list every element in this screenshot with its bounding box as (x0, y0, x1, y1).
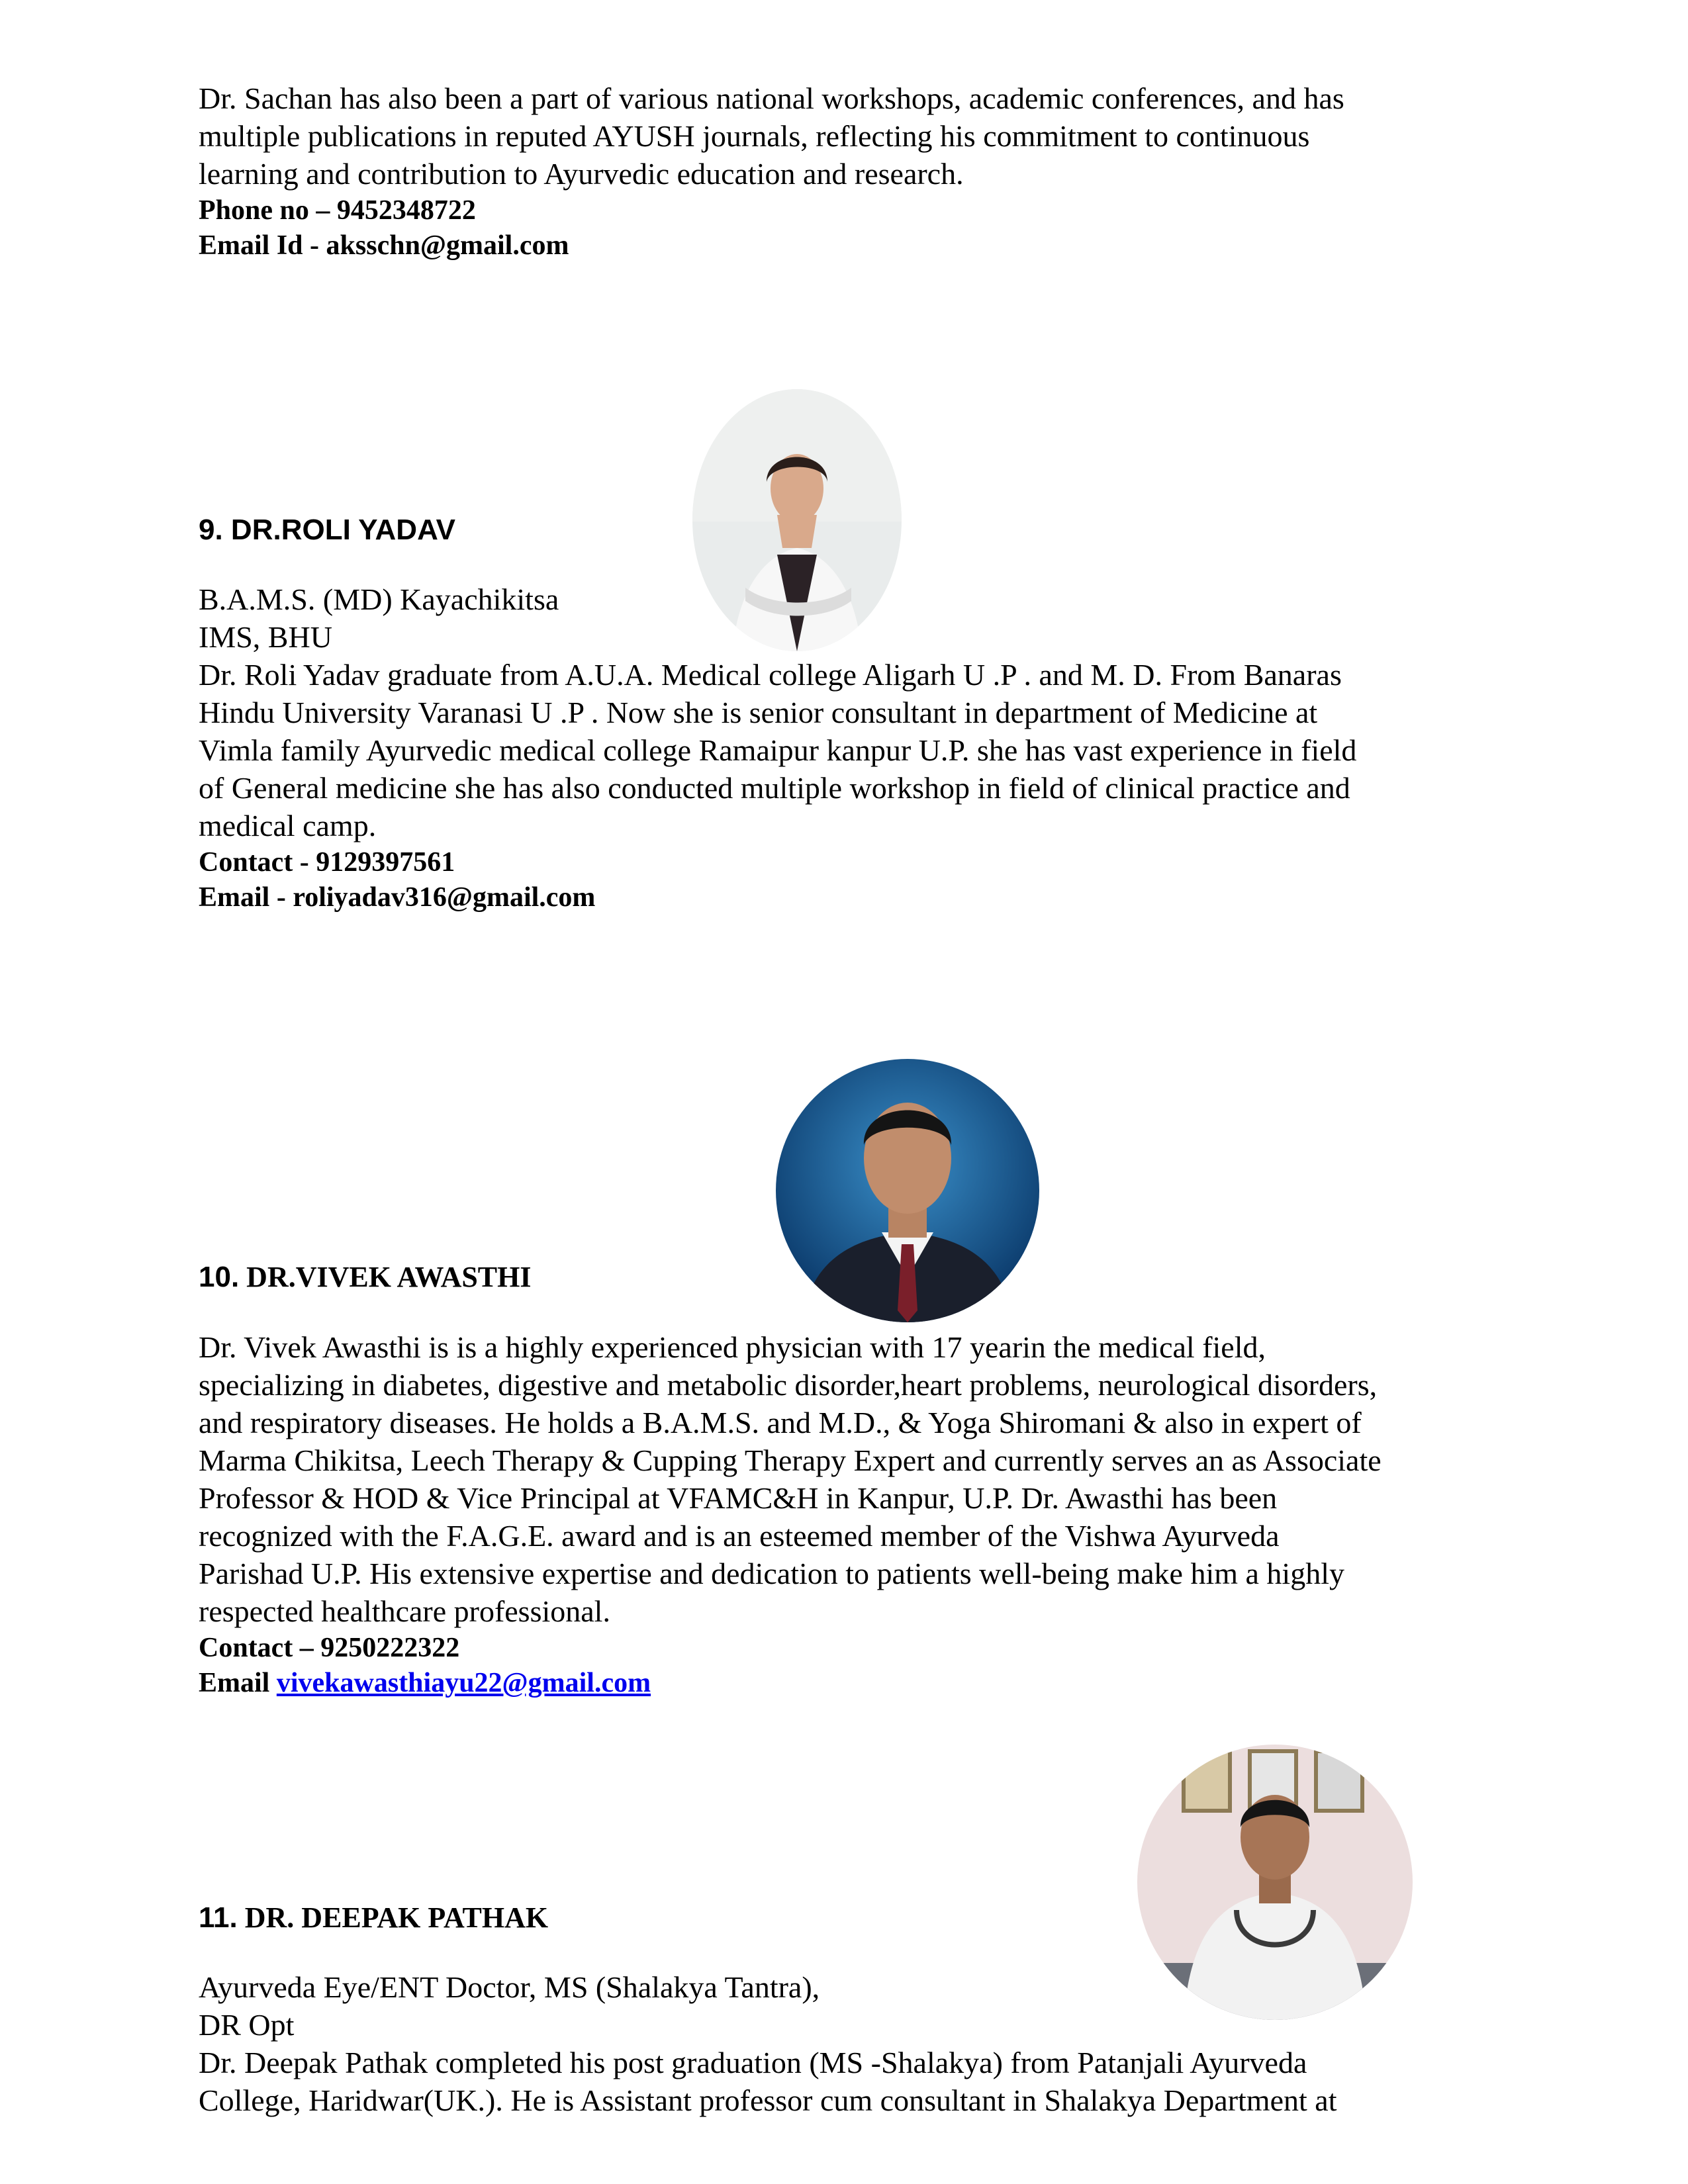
doctor-11-bio-2: College, Haridwar(UK.). He is Assistant professor cum consultant in Shalakya Department at (199, 2083, 1337, 2117)
doctor-10-email-link[interactable]: vivekawasthiayu22@gmail.com (276, 1668, 651, 1698)
doctor-10-contact: Contact – 9250222322 (199, 1633, 460, 1663)
doctor-10-bio-3: and respiratory diseases. He holds a B.A.M.S. and M.D., & Yoga Shiromani & also in expert of (199, 1406, 1362, 1439)
doctor-9-qualification: B.A.M.S. (MD) Kayachikitsa (199, 582, 559, 616)
doctor-10-email-label: Email (199, 1668, 277, 1698)
doctor-10-heading (199, 1260, 532, 1294)
doctor-9-institute: IMS, BHU (199, 620, 332, 654)
doctor-10-bio-8: respected healthcare professional. (199, 1594, 610, 1628)
doctor-11-name: DR. DEEPAK PATHAK (237, 1901, 549, 1934)
intro-line-3: learning and contribution to Ayurvedic education and research. (199, 157, 964, 191)
doctor-9-contact: Contact - 9129397561 (199, 847, 455, 878)
doctor-11-qualification-2: DR Opt (199, 2008, 295, 2042)
intro-line-2: multiple publications in reputed AYUSH journals, reflecting his commitment to continuous (199, 119, 1310, 153)
doctor-9-heading: 9. DR.ROLI YADAV (199, 514, 455, 546)
doctor-9-bio-2: Hindu University Varanasi U .P . Now she is senior consultant in department of Medicine at (199, 696, 1318, 729)
doctor-9-email: Email - roliyadav316@gmail.com (199, 882, 596, 913)
doctor-11-number: 11. (199, 1901, 238, 1934)
doctor-10-number: 10. (199, 1261, 240, 1293)
doctor-10-bio-7: Parishad U.P. His extensive expertise and dedication to patients well-being make him a highly (199, 1557, 1344, 1590)
doctor-9-bio-5: medical camp. (199, 809, 377, 842)
doctor-10-email-line (199, 1665, 1509, 1701)
doctor-11-bio-1: Dr. Deepak Pathak completed his post graduation (MS -Shalakya) from Patanjali Ayurveda (199, 2046, 1307, 2079)
doctor-10-bio-5: Professor & HOD & Vice Principal at VFAMC&H in Kanpur, U.P. Dr. Awasthi has been (199, 1481, 1278, 1515)
doctor-10-bio-1: Dr. Vivek Awasthi is is a highly experienced physician with 17 yearin the medical field, (199, 1330, 1266, 1364)
doctor-11-qualification: Ayurveda Eye/ENT Doctor, MS (Shalakya Tantra), (199, 1970, 820, 2004)
doctor-9-bio-4: of General medicine she has also conducted multiple workshop in field of clinical practice and (199, 771, 1350, 805)
intro-email: Email Id - aksschn@gmail.com (199, 230, 569, 261)
doctor-9-bio-1: Dr. Roli Yadav graduate from A.U.A. Medical college Aligarh U .P . and M. D. From Banaras (199, 658, 1342, 692)
doctor-9-bio-3: Vimla family Ayurvedic medical college Ramaipur kanpur U.P. she has vast experience in field (199, 733, 1357, 767)
doctor-10-name: DR.VIVEK AWASTHI (239, 1261, 532, 1293)
doctor-10-bio-6: recognized with the F.A.G.E. award and is an esteemed member of the Vishwa Ayurveda (199, 1519, 1280, 1553)
doctor-10-bio-2: specializing in diabetes, digestive and metabolic disorder,heart problems, neurological disorders, (199, 1368, 1378, 1402)
doctor-11-heading (199, 1901, 548, 1934)
intro-line-1: Dr. Sachan has also been a part of various national workshops, academic conferences, and has (199, 81, 1344, 115)
doctor-10-bio-4: Marma Chikitsa, Leech Therapy & Cupping Therapy Expert and currently serves an as Associate (199, 1443, 1382, 1477)
intro-phone: Phone no – 9452348722 (199, 195, 476, 226)
vivek-awasthi-photo (776, 1059, 1039, 1322)
